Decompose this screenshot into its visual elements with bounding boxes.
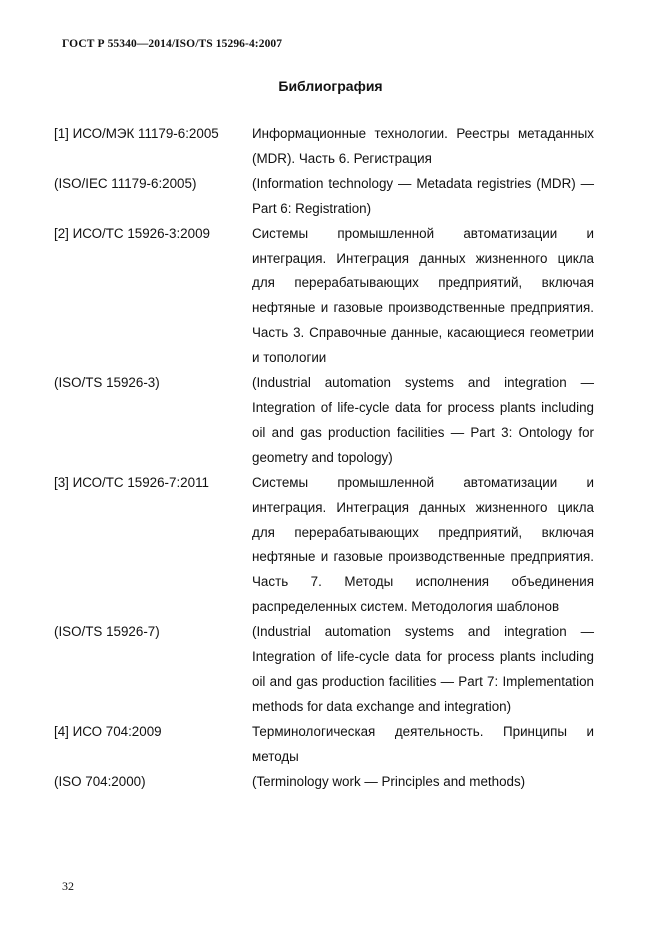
entry-description: Информационные технологии. Реестры метаданных (MDR). Часть 6. Регистрация — [252, 126, 594, 166]
page-number: 32 — [62, 879, 74, 893]
bibliography-entry — [54, 770, 594, 795]
bibliography-entry — [54, 620, 594, 720]
entry-reference: (ISO/TS 15926-7) — [54, 624, 160, 640]
entry-reference: [2] ИСО/ТС 15926-3:2009 — [54, 225, 210, 241]
bibliography-entry — [54, 122, 594, 172]
entry-reference: [1] ИСО/МЭК 11179-6:2005 — [54, 126, 219, 141]
bibliography-list — [54, 122, 594, 794]
entry-description: (Industrial automation systems and integration — Integration of life-cycle data for process plants including oil and gas production facilities — Part 7: Implementation methods for data exchange and integration) — [252, 624, 594, 714]
bibliography-entry — [54, 371, 594, 471]
entry-description: (Terminology work — Principles and methods) — [252, 773, 526, 789]
entry-reference: (ISO 704:2000) — [54, 773, 146, 789]
entry-description: Системы промышленной автоматизации и интеграция. Интеграция данных жизненного цикла для перерабатывающих предприятий, включая нефтяные и газовые производственные предприятия. Часть 3. Справочные данные, касающиеся геометрии и топологии — [252, 225, 594, 366]
bibliography-entry — [54, 222, 594, 371]
bibliography-entry — [54, 471, 594, 620]
entry-description: Терминологическая деятельность. Принципы и методы — [252, 723, 594, 764]
bibliography-entry — [54, 720, 594, 770]
bibliography-title: Библиография — [278, 78, 383, 94]
document-header: ГОСТ Р 55340—2014/ISO/TS 15296-4:2007 — [62, 38, 283, 50]
entry-reference: [4] ИСО 704:2009 — [54, 723, 162, 739]
entry-reference: (ISO/TS 15926-3) — [54, 375, 160, 391]
bibliography-entry — [54, 172, 594, 222]
entry-description: Системы промышленной автоматизации и интеграция. Интеграция данных жизненного цикла для перерабатывающих предприятий, включая нефтяные и газовые производственные предприятия. Часть 7. Методы исполнения объединения распределенных систем. Методология шаблонов — [252, 474, 594, 615]
entry-description: (Information technology — Metadata registries (MDR) — Part 6: Registration) — [252, 175, 594, 216]
entry-reference: [3] ИСО/ТС 15926-7:2011 — [54, 474, 209, 490]
entry-description: (Industrial automation systems and integration — Integration of life-cycle data for process plants including oil and gas production facilities — Part 3: Ontology for geometry and topology) — [252, 375, 594, 465]
entry-reference: (ISO/IEC 11179-6:2005) — [54, 175, 197, 191]
